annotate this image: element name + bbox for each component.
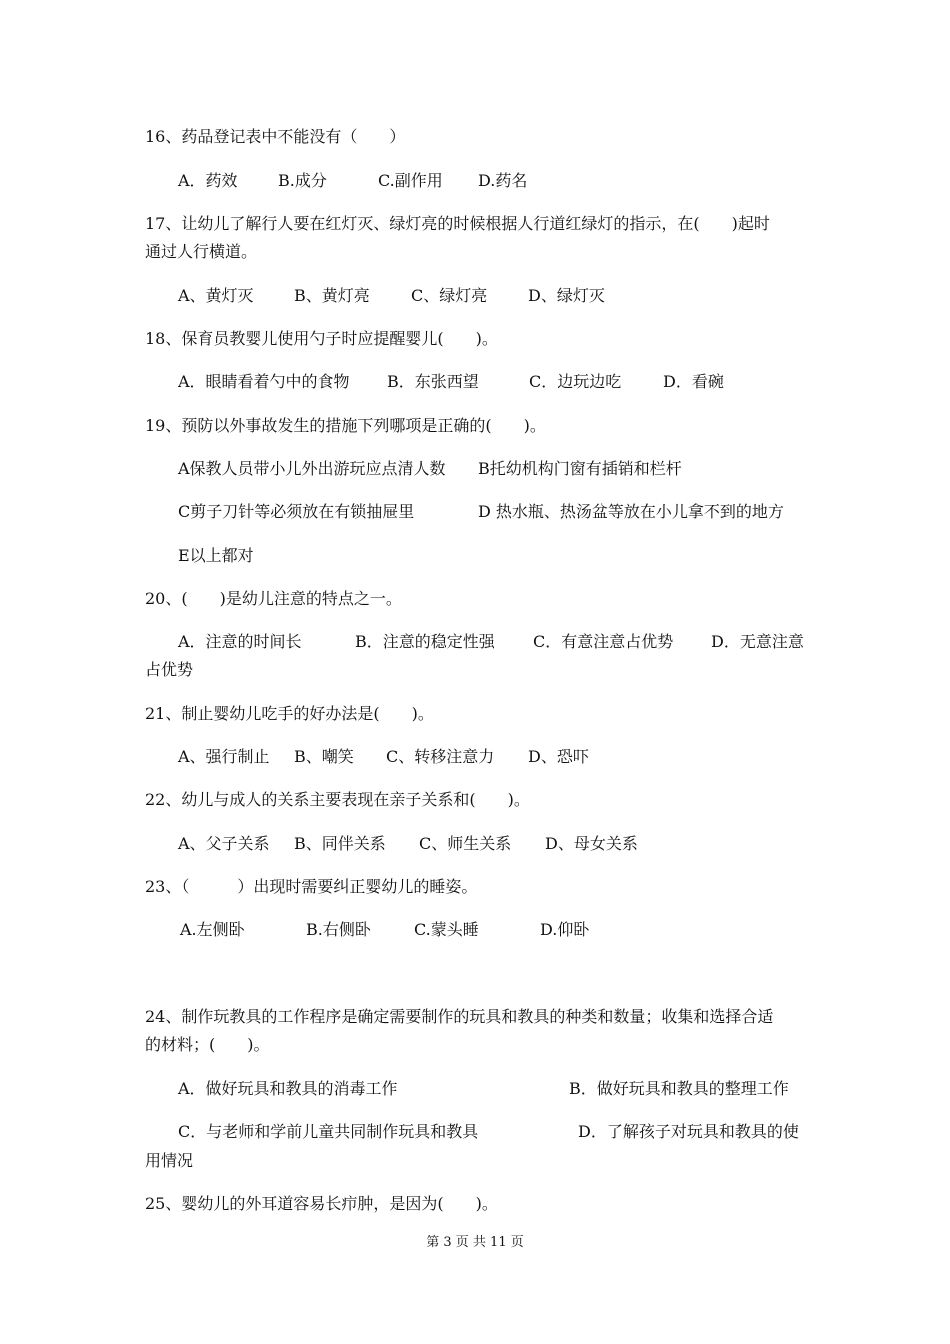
question-16-option-d: D.药名 xyxy=(478,171,528,190)
question-16-stem: 16、药品登记表中不能没有（ ） xyxy=(145,127,406,146)
question-17-option-d: D、绿灯灭 xyxy=(528,286,605,305)
question-17-stem-cont: 通过人行横道。 xyxy=(145,242,258,261)
question-22-option-d: D、母女关系 xyxy=(545,834,638,853)
question-23-option-c: C.蒙头睡 xyxy=(414,920,479,939)
question-23-option-b: B.右侧卧 xyxy=(306,920,371,939)
question-17-option-a: A、黄灯灭 xyxy=(178,286,254,305)
question-21-option-a: A、强行制止 xyxy=(178,747,270,766)
page-number-footer: 第 3 页 共 11 页 xyxy=(426,1235,524,1250)
question-17-option-c: C、绿灯亮 xyxy=(411,286,488,305)
question-21-option-d: D、恐吓 xyxy=(528,747,589,766)
question-19-stem: 19、预防以外事故发生的措施下列哪项是正确的( )。 xyxy=(145,416,546,435)
question-20-stem: 20、( )是幼儿注意的特点之一。 xyxy=(145,589,402,608)
question-19-option-a: A保教人员带小儿外出游玩应点清人数 xyxy=(178,459,446,478)
question-23-option-d: D.仰卧 xyxy=(540,920,590,939)
question-24-stem: 24、制作玩教具的工作程序是确定需要制作的玩具和教具的种类和数量；收集和选择合适 xyxy=(145,1007,774,1026)
question-16-option-a: A．药效 xyxy=(178,171,238,190)
question-18-stem: 18、保育员教婴儿使用勺子时应提醒婴儿( )。 xyxy=(145,329,498,348)
question-21-stem: 21、制止婴幼儿吃手的好办法是( )。 xyxy=(145,704,434,723)
question-23-stem: 23、（ ）出现时需要纠正婴幼儿的睡姿。 xyxy=(145,877,478,896)
question-19-option-b: B托幼机构门窗有插销和栏杆 xyxy=(478,459,682,478)
question-21-option-c: C、转移注意力 xyxy=(386,747,495,766)
question-20-option-c: C．有意注意占优势 xyxy=(533,632,674,651)
question-17-option-b: B、黄灯亮 xyxy=(294,286,370,305)
question-22-option-b: B、同伴关系 xyxy=(294,834,386,853)
question-20-option-d: D．无意注意 xyxy=(711,632,804,651)
question-24-option-d: D．了解孩子对玩具和教具的使 xyxy=(578,1122,799,1141)
question-23-option-a: A.左侧卧 xyxy=(180,920,245,939)
question-18-option-c: C．边玩边吃 xyxy=(529,372,622,391)
question-25-stem: 25、婴幼儿的外耳道容易长疖肿，是因为( )。 xyxy=(145,1194,498,1213)
question-24-option-a: A．做好玩具和教具的消毒工作 xyxy=(178,1079,398,1098)
question-24-option-c: C．与老师和学前儿童共同制作玩具和教具 xyxy=(178,1122,479,1141)
question-19-option-d: D 热水瓶、热汤盆等放在小儿拿不到的地方 xyxy=(478,502,784,521)
question-22-stem: 22、幼儿与成人的关系主要表现在亲子关系和( )。 xyxy=(145,790,530,809)
question-20-option-a: A．注意的时间长 xyxy=(178,632,302,651)
question-17-stem: 17、让幼儿了解行人要在红灯灭、绿灯亮的时候根据人行道红绿灯的指示，在( )起时 xyxy=(145,214,770,233)
question-18-option-a: A．眼睛看着勺中的食物 xyxy=(178,372,350,391)
question-22-option-a: A、父子关系 xyxy=(178,834,270,853)
question-18-option-d: D．看碗 xyxy=(663,372,724,391)
question-18-option-b: B．东张西望 xyxy=(387,372,479,391)
question-21-option-b: B、嘲笑 xyxy=(294,747,354,766)
question-16-option-c: C.副作用 xyxy=(378,171,443,190)
question-24-stem-cont: 的材料；( )。 xyxy=(145,1035,270,1054)
question-16-option-b: B.成分 xyxy=(278,171,327,190)
question-24-option-b: B．做好玩具和教具的整理工作 xyxy=(569,1079,789,1098)
question-20-option-b: B．注意的稳定性强 xyxy=(355,632,495,651)
question-20-option-d-cont: 占优势 xyxy=(145,660,194,679)
question-22-option-c: C、师生关系 xyxy=(419,834,512,853)
question-24-option-d-cont: 用情况 xyxy=(145,1151,194,1170)
question-19-option-e: E以上都对 xyxy=(178,546,254,565)
question-19-option-c: C剪子刀针等必须放在有锁抽屉里 xyxy=(178,502,415,521)
